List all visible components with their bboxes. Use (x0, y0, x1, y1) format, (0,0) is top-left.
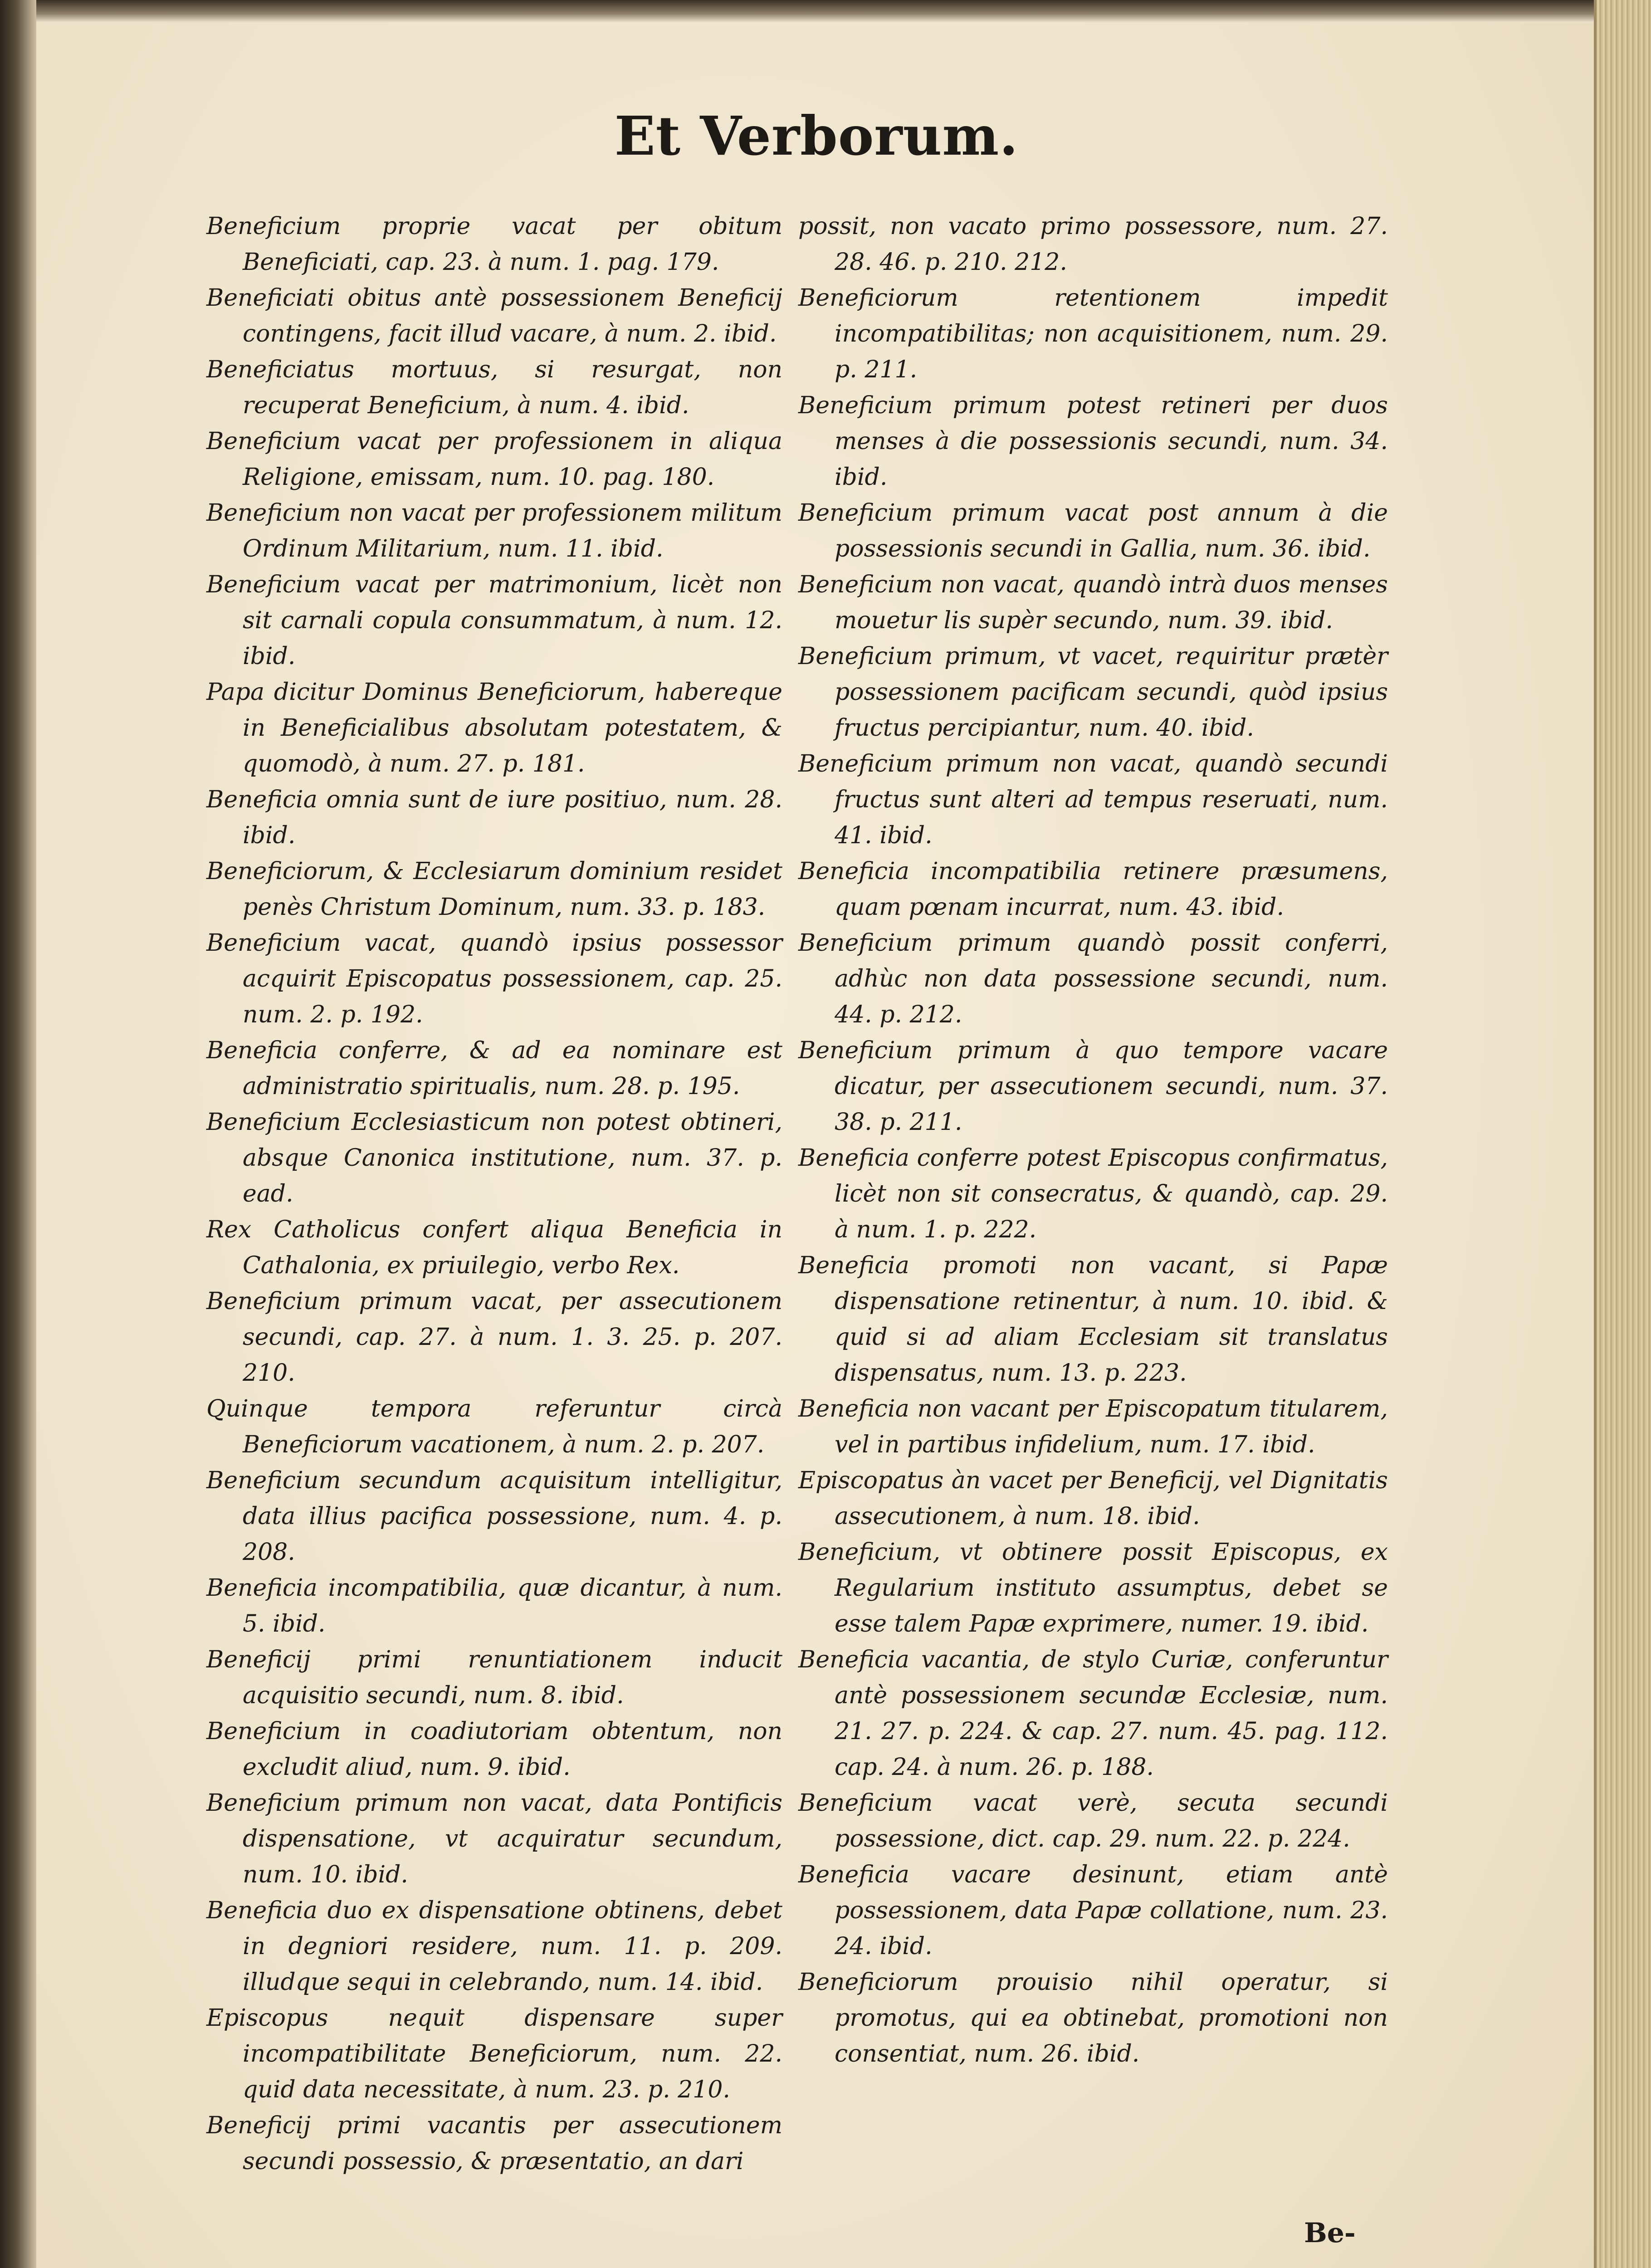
running-title: Et Verborum. (614, 104, 1019, 167)
page-leaf (36, 23, 1597, 2268)
index-entry: Beneficia conferre, & ad ea nominare est administratio spiritualis, num. 28. p. 195. (206, 1037, 782, 1100)
right-column (798, 209, 1388, 2072)
index-entry: Beneficium primum potest retineri per duos menses à die possessionis secundi, num. 34. ibid. (798, 392, 1388, 491)
index-entry: Beneficium primum non vacat, quandò secundi fructus sunt alteri ad tempus reseruati, num. 41. ibid. (798, 750, 1388, 849)
index-entry: Rex Catholicus confert aliqua Beneficia in Cathalonia, ex priuilegio, verbo Rex. (206, 1216, 782, 1279)
index-entry: Beneficium vacat per professionem in aliqua Religione, emissam, num. 10. pag. 180. (206, 428, 782, 491)
index-entry: Beneficiorum retentionem impedit incompatibilitas; non acquisitionem, num. 29. p. 211. (798, 284, 1388, 383)
index-entry: Beneficia non vacant per Episcopatum titularem, vel in partibus infidelium, num. 17. ibid. (798, 1395, 1388, 1458)
binding-gutter (0, 0, 36, 2268)
index-entry: Beneficij primi vacantis per assecutionem secundi possessio, & præsentatio, an dari (206, 2112, 782, 2175)
index-entry: Beneficij primi renuntiationem inducit acquisitio secundi, num. 8. ibid. (206, 1646, 782, 1709)
index-entry: Papa dicitur Dominus Beneficiorum, habereque in Beneficialibus absolutam potestatem, & quomodò, à num. 27. p. 181. (206, 679, 782, 777)
index-entry: Beneficia vacantia, de stylo Curiæ, conferuntur antè possessionem secundæ Ecclesiæ, num. 21. 27. p. 224. & cap. 27. num. 45. pag. 112. cap. 24. à num. 26. p. 188. (798, 1646, 1388, 1781)
index-entry: Beneficia conferre potest Episcopus confirmatus, licèt non sit consecratus, & quandò, cap. 29. à num. 1. p. 222. (798, 1144, 1388, 1243)
index-entry: Beneficia promoti non vacant, si Papæ dispensatione retinentur, à num. 10. ibid. & quid si ad aliam Ecclesiam sit translatus dispensatus, num. 13. p. 223. (798, 1252, 1388, 1387)
index-entry: Beneficium primum vacat post annum à die possessionis secundi in Gallia, num. 36. ibid. (798, 499, 1388, 562)
index-entry: Beneficium, vt obtinere possit Episcopus, ex Regularium instituto assumptus, debet se esse talem Papæ exprimere, numer. 19. ibid. (798, 1539, 1388, 1637)
index-entry: Beneficia omnia sunt de iure positiuo, num. 28. ibid. (206, 786, 782, 849)
index-entry: possit, non vacato primo possessore, num. 27. 28. 46. p. 210. 212. (798, 213, 1388, 276)
index-entry: Beneficia incompatibilia retinere præsumens, quam pœnam incurrat, num. 43. ibid. (798, 858, 1388, 921)
index-entry: Beneficium vacat per matrimonium, licèt non sit carnali copula consummatum, à num. 12. ibid. (206, 571, 782, 670)
index-entry: Beneficia duo ex dispensatione obtinens, debet in degniori residere, num. 11. p. 209. illudque sequi in celebrando, num. 14. ibid. (206, 1897, 782, 1996)
index-entry: Beneficium secundum acquisitum intelligitur, data illius pacifica possessione, num. 4. p. 208. (206, 1467, 782, 1566)
index-entry: Episcopus nequit dispensare super incompatibilitate Beneficiorum, num. 22. quid data necessitate, à num. 23. p. 210. (206, 2004, 782, 2103)
index-entry: Episcopatus àn vacet per Beneficij, vel Dignitatis assecutionem, à num. 18. ibid. (798, 1467, 1388, 1530)
top-page-edge (0, 0, 1651, 23)
index-entry: Beneficium primum vacat, per assecutionem secundi, cap. 27. à num. 1. 3. 25. p. 207. 210. (206, 1288, 782, 1387)
index-entry: Beneficium in coadiutoriam obtentum, non excludit aliud, num. 9. ibid. (206, 1718, 782, 1781)
index-entry: Beneficium primum quandò possit conferri, adhùc non data possessione secundi, num. 44. p. 212. (798, 929, 1388, 1028)
index-entry: Beneficiorum prouisio nihil operatur, si promotus, qui ea obtinebat, promotioni non consentiat, num. 26. ibid. (798, 1969, 1388, 2068)
index-entry: Beneficium primum, vt vacet, requiritur prætèr possessionem pacificam secundi, quòd ipsius fructus percipiantur, num. 40. ibid. (798, 643, 1388, 742)
index-entry: Beneficiati obitus antè possessionem Beneficij contingens, facit illud vacare, à num. 2. ibid. (206, 284, 782, 347)
index-entry: Beneficia incompatibilia, quæ dicantur, à num. 5. ibid. (206, 1574, 782, 1637)
index-entry: Quinque tempora referuntur circà Beneficiorum vacationem, à num. 2. p. 207. (206, 1395, 782, 1458)
fore-edge (1594, 0, 1651, 2268)
index-entry: Beneficium primum à quo tempore vacare dicatur, per assecutionem secundi, num. 37. 38. p. 211. (798, 1037, 1388, 1136)
index-entry: Beneficium vacat, quandò ipsius possessor acquirit Episcopatus possessionem, cap. 25. num. 2. p. 192. (206, 929, 782, 1028)
index-entry: Beneficiatus mortuus, si resurgat, non recuperat Beneficium, à num. 4. ibid. (206, 356, 782, 419)
index-entry: Beneficium non vacat per professionem militum Ordinum Militarium, num. 11. ibid. (206, 499, 782, 562)
index-entry: Beneficia vacare desinunt, etiam antè possessionem, data Papæ collatione, num. 23. 24. ibid. (798, 1861, 1388, 1960)
index-entry: Beneficium Ecclesiasticum non potest obtineri, absque Canonica institutione, num. 37. p. ead. (206, 1109, 782, 1207)
index-entry: Beneficiorum, & Ecclesiarum dominium residet penès Christum Dominum, num. 33. p. 183. (206, 858, 782, 921)
index-entry: Beneficium non vacat, quandò intrà duos menses mouetur lis supèr secundo, num. 39. ibid. (798, 571, 1388, 634)
left-column (206, 209, 782, 2180)
catchword: Be- (1304, 2217, 1356, 2249)
index-entry: Beneficium proprie vacat per obitum Beneficiati, cap. 23. à num. 1. pag. 179. (206, 213, 782, 276)
index-entry: Beneficium primum non vacat, data Pontificis dispensatione, vt acquiratur secundum, num. 10. ibid. (206, 1789, 782, 1888)
index-entry: Beneficium vacat verè, secuta secundi possessione, dict. cap. 29. num. 22. p. 224. (798, 1789, 1388, 1853)
